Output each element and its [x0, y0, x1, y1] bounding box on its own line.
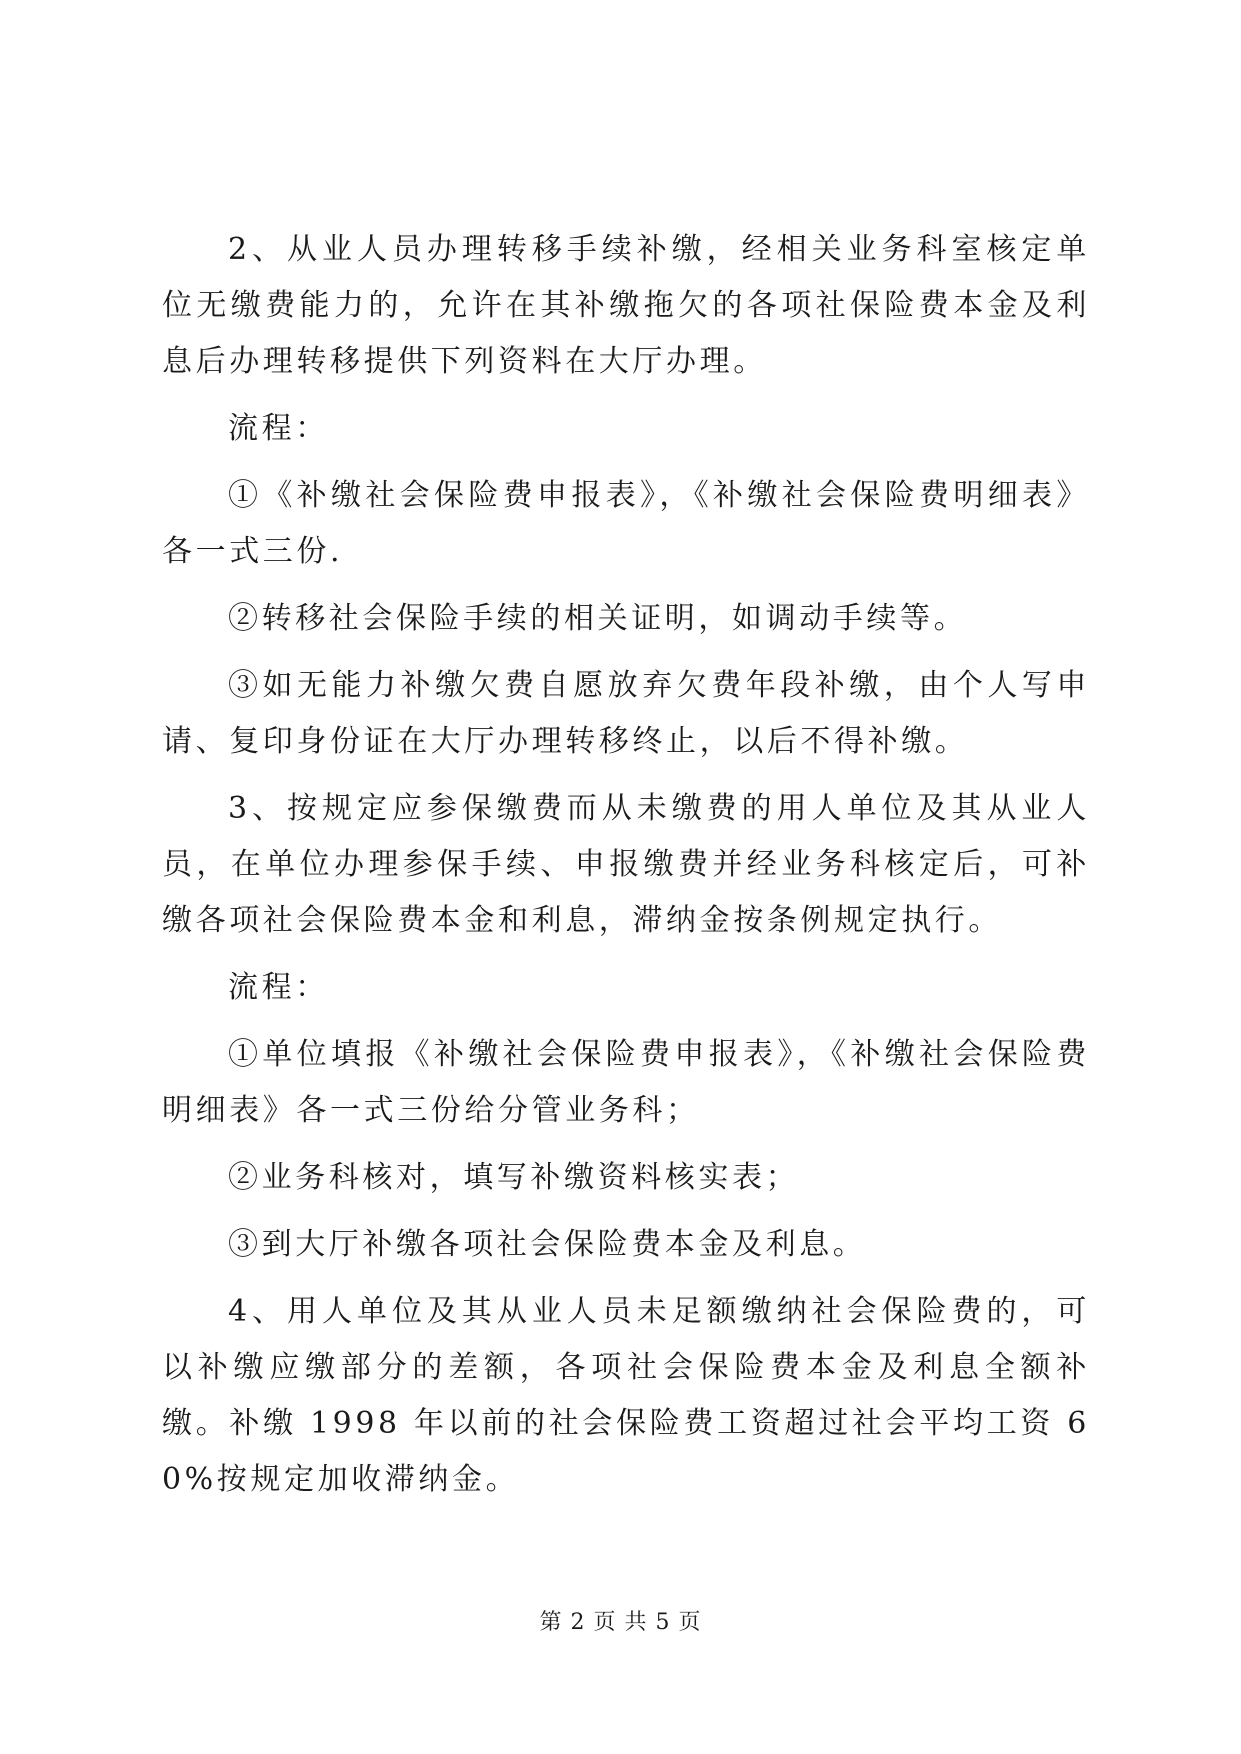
paragraph-transfer-supplement: 2、从业人员办理转移手续补缴，经相关业务科室核定单位无缴费能力的，允许在其补缴拖欠的各项社保险费本金及利息后办理转移提供下列资料在大厅办理。 — [162, 232, 1090, 379]
paragraph-process-step-1b: ②转移社会保险手续的相关证明，如调动手续等。 — [228, 601, 968, 636]
paragraph-process-heading-2: 流程： — [228, 970, 329, 1005]
paragraph-process-heading-1: 流程： — [228, 411, 329, 446]
paragraph-unpaid-units: 3、按规定应参保缴费而从未缴费的用人单位及其从业人员，在单位办理参保手续、申报缴费并经业务科核定后，可补缴各项社会保险费本金和利息，滞纳金按条例规定执行。 — [162, 791, 1090, 938]
paragraph-process-step-2c: ③到大厅补缴各项社会保险费本金及利息。 — [228, 1227, 867, 1262]
paragraph-process-step-2a: ①单位填报《补缴社会保险费申报表》，《补缴社会保险费明细表》各一式三份给分管业务科； — [162, 1037, 1090, 1128]
page-number-footer: 第 2 页 共 5 页 — [539, 1610, 702, 1635]
paragraph-underpaid-units: 4、用人单位及其从业人员未足额缴纳社会保险费的，可以补缴应缴部分的差额，各项社会保险费本金及利息全额补缴。补缴 1998 年以前的社会保险费工资超过社会平均工资 60%按规定加收滞纳金。 — [162, 1294, 1090, 1497]
paragraph-process-step-2b: ②业务科核对，填写补缴资料核实表； — [228, 1160, 800, 1195]
document-body — [162, 222, 1090, 1519]
paragraph-process-step-1c: ③如无能力补缴欠费自愿放弃欠费年段补缴，由个人写申请、复印身份证在大厅办理转移终止，以后不得补缴。 — [162, 668, 1090, 759]
paragraph-process-step-1a: ①《补缴社会保险费申报表》，《补缴社会保险费明细表》各一式三份. — [162, 478, 1090, 569]
